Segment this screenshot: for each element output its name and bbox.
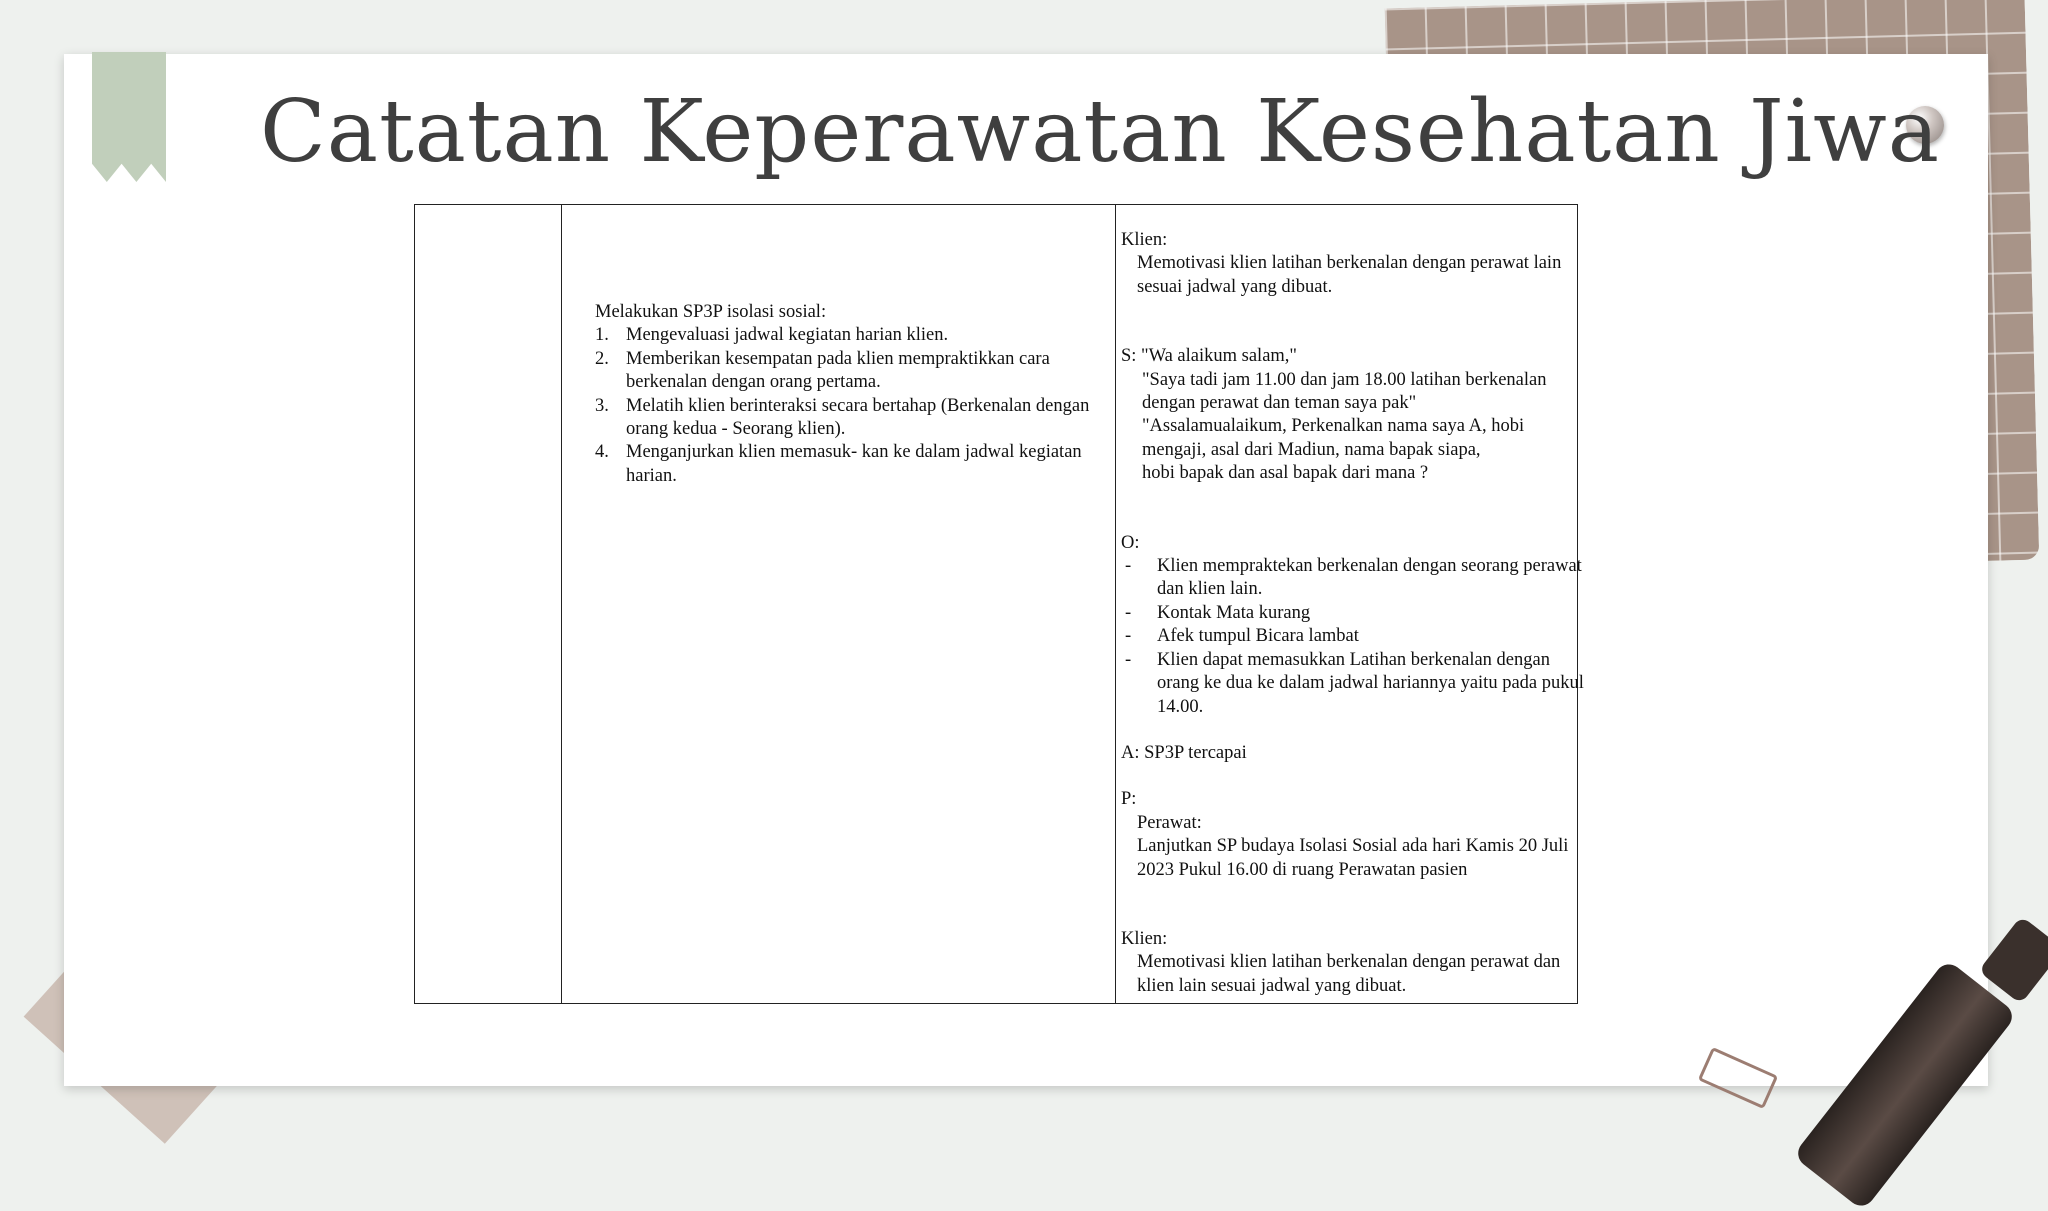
list-item: 4. Menganjurkan klien memasuk- kan ke dalam jadwal kegiatan harian. (595, 442, 1082, 486)
perawat-label: Perawat: (1137, 812, 1202, 833)
perawat-text: Lanjutkan SP budaya Isolasi Sosial ada hari Kamis 20 Juli 2023 Pukul 16.00 di ruang Perawatan pasien (1137, 836, 1569, 880)
page-title: Catatan Keperawatan Kesehatan Jiwa (260, 82, 1941, 182)
list-item: 1. Mengevaluasi jadwal kegiatan harian klien. (595, 325, 949, 346)
column-divider (1115, 205, 1116, 1003)
subjective-quote: "Saya tadi jam 11.00 dan jam 18.00 latihan berkenalan dengan perawat dan teman saya pak" (1142, 369, 1547, 414)
list-item: 2. Memberikan kesempatan pada klien mempraktikkan cara berkenalan dengan orang pertama. (595, 348, 1050, 393)
nursing-notes-table (414, 204, 1584, 1004)
klien-label: Klien: (1121, 230, 1168, 250)
objective-label: O: (1121, 532, 1140, 553)
implementation-heading: Melakukan SP3P isolasi sosial: (595, 302, 827, 322)
subjective-quote: "Assalamualaikum, Perkenalkan nama saya A, hobi mengaji, asal dari Madiun, nama bapak siapa, (1142, 416, 1525, 460)
list-item: - Kontak Mata kurang (1125, 602, 1311, 623)
implementation-cell (595, 301, 1095, 488)
column-divider (561, 205, 562, 1003)
assessment-line: A: SP3P tercapai (1121, 742, 1247, 763)
subjective-line: S: "Wa alaikum salam," (1121, 346, 1297, 367)
list-item: - Klien mempraktekan berkenalan dengan seorang perawat dan klien lain. (1125, 556, 1582, 600)
subjective-quote: hobi bapak dan asal bapak dari mana ? (1142, 463, 1429, 484)
evaluation-cell (1121, 229, 1591, 998)
list-item: 3. Melatih klien berinteraksi secara bertahap (Berkenalan dengan orang kedua - Seorang klien). (595, 395, 1090, 440)
list-item: - Afek tumpul Bicara lambat (1125, 626, 1359, 647)
klien-text: Memotivasi klien latihan berkenalan dengan perawat lain sesuai jadwal yang dibuat. (1137, 253, 1562, 297)
klien-text: Memotivasi klien latihan berkenalan dengan perawat dan klien lain sesuai jadwal yang dibuat. (1137, 952, 1561, 996)
list-item: - Klien dapat memasukkan Latihan berkenalan dengan orang ke dua ke dalam jadwal hariannya yaitu pada pukul 14.00. (1125, 649, 1584, 717)
bookmark-ribbon-decoration (92, 52, 166, 182)
plan-label: P: (1121, 789, 1137, 810)
klien-label: Klien: (1121, 928, 1168, 949)
